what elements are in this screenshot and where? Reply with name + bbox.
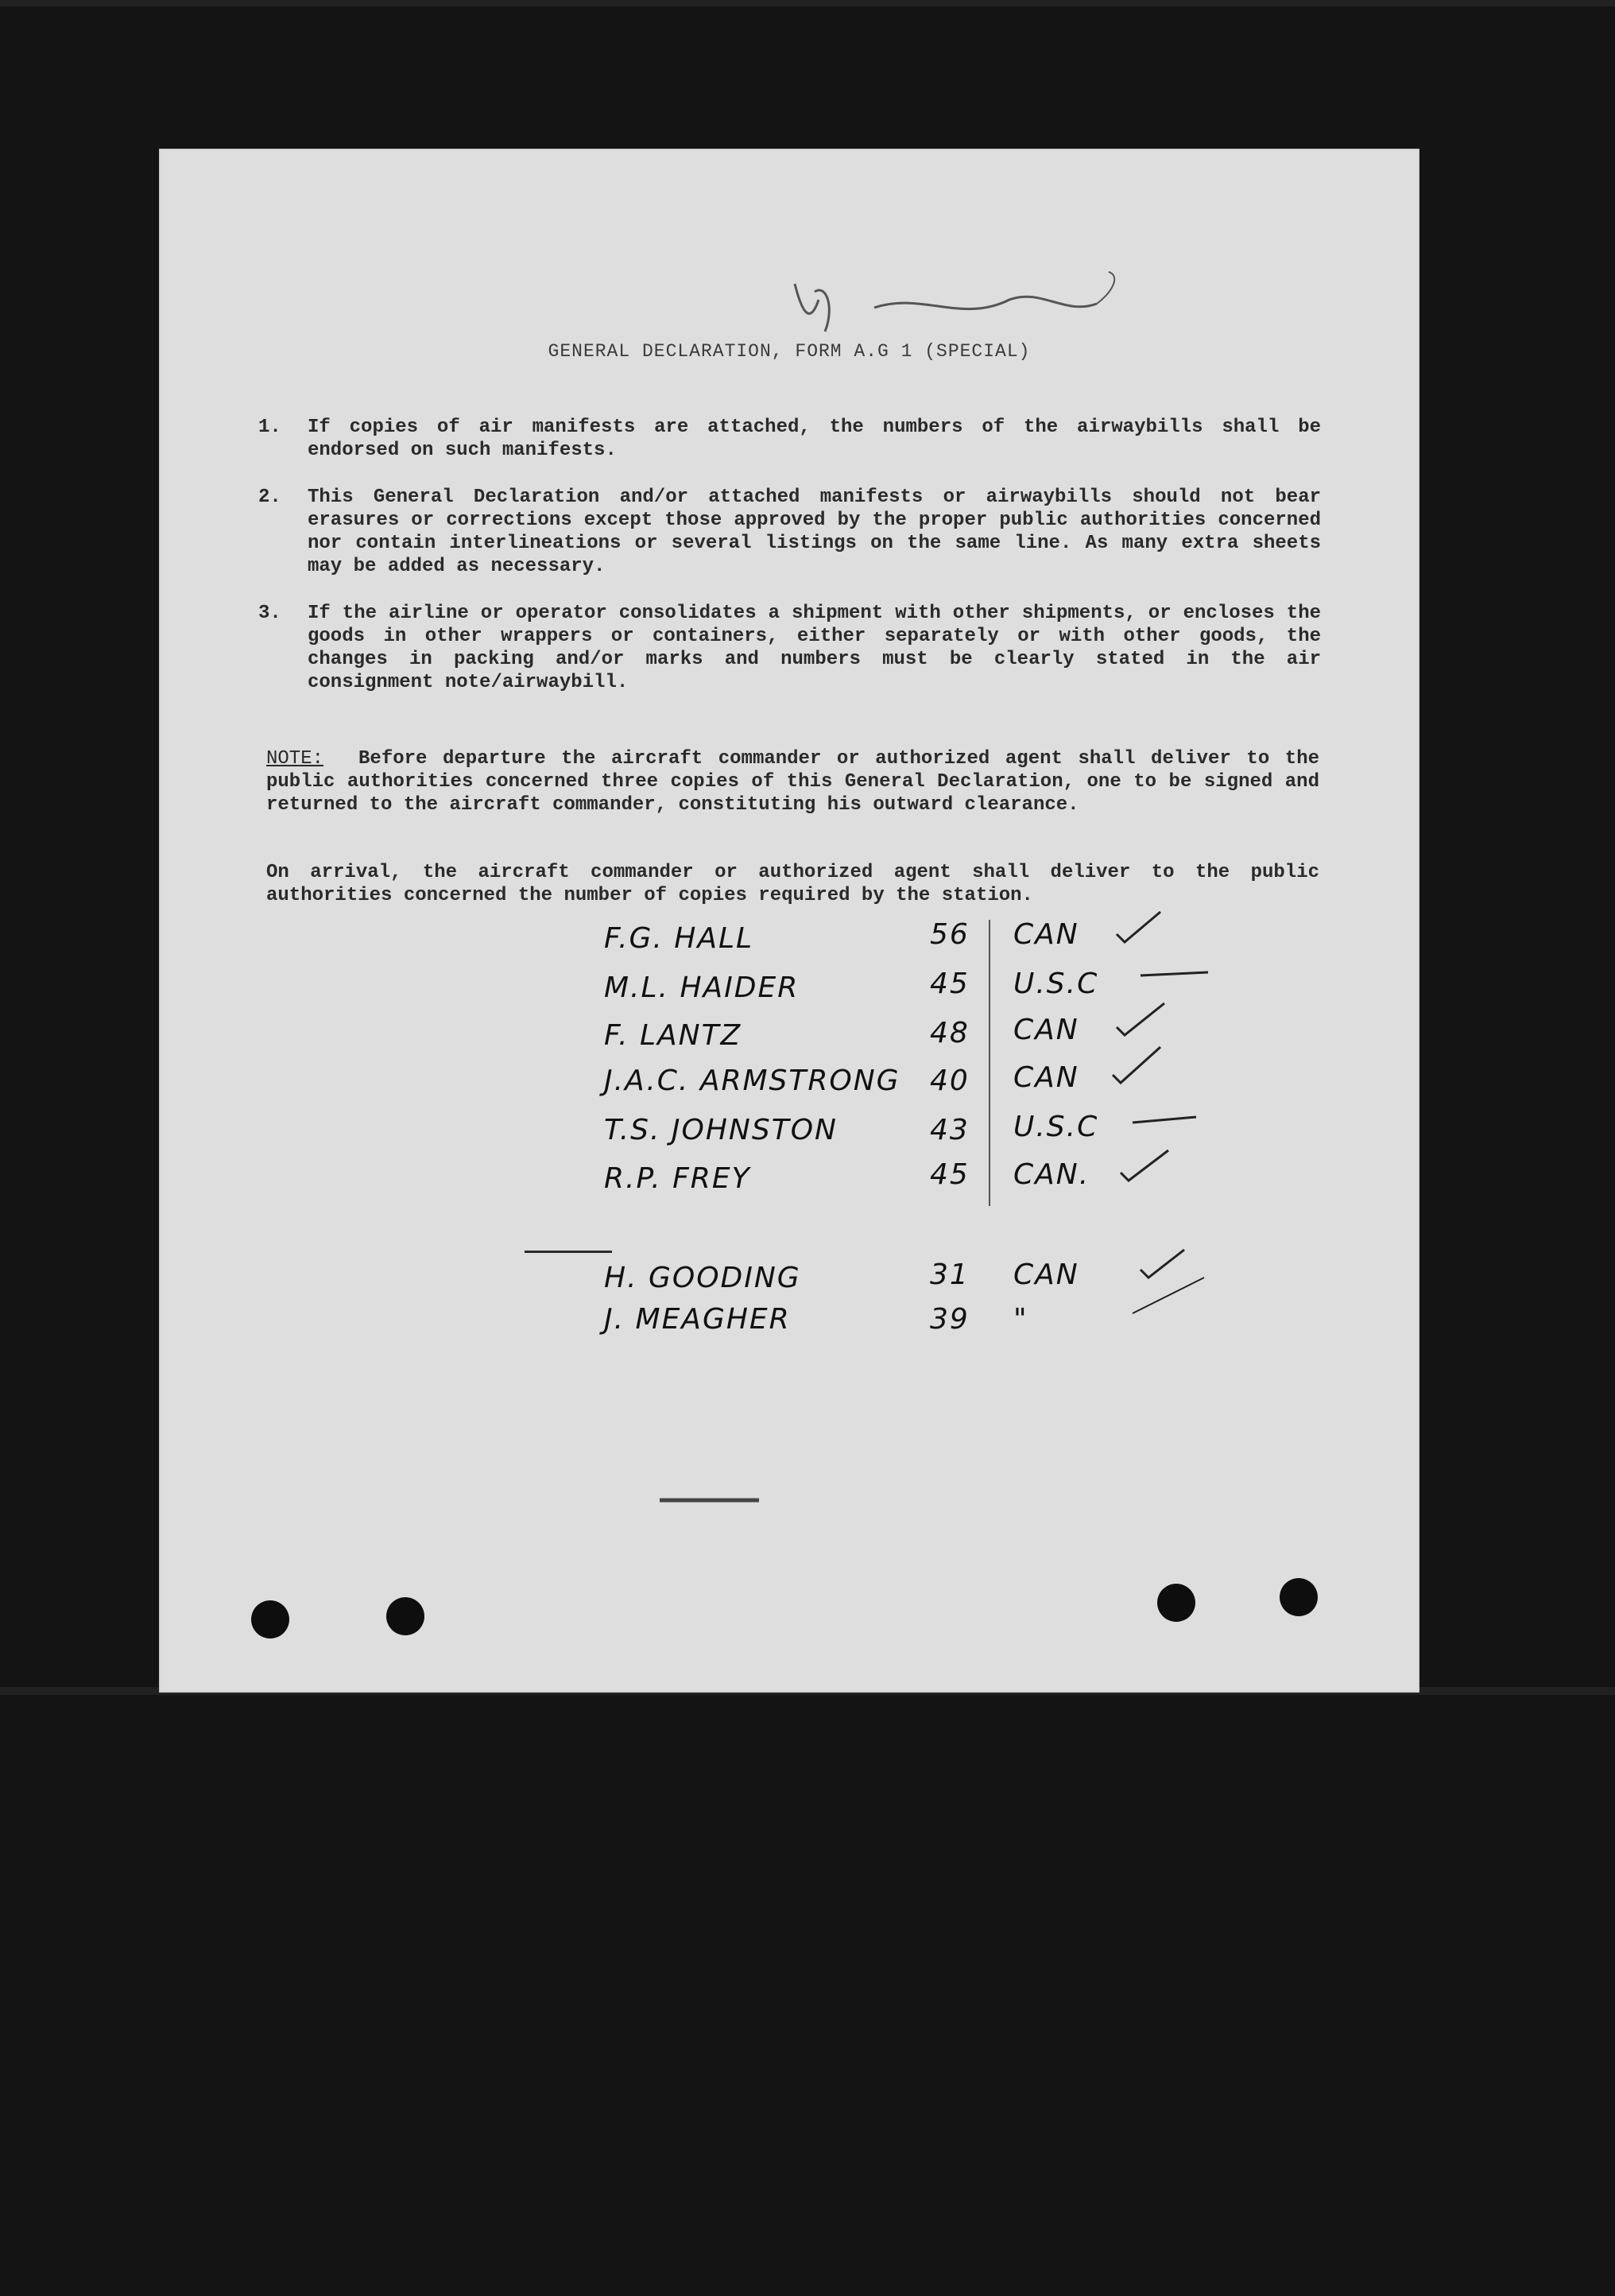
crew-nationality: CAN (1013, 1259, 1079, 1291)
tick-dash-icon (1141, 972, 1208, 975)
check-mark-icon (1121, 1150, 1168, 1181)
tick-dash-icon (1133, 1117, 1196, 1123)
handwriting-marks (159, 149, 1419, 1693)
instruction-text: If the airline or operator consolidates a shipment with other shipments, or encloses the goods in other wrappers or containers, either separately or with other goods, the changes in packing and/or marks and numbers must be clearly stated in the air consignment note/airwaybill. (308, 603, 1321, 693)
instruction-text: If copies of air manifests are attached, the numbers of the airwaybills shall be endorsed on such manifests. (308, 417, 1321, 461)
crew-age: 40 (930, 1065, 970, 1097)
tick-dash-icon (1133, 1278, 1204, 1313)
punch-hole (1280, 1578, 1318, 1616)
crew-age: 31 (930, 1259, 970, 1291)
crew-nationality: CAN. (1013, 1158, 1090, 1191)
instruction-text: This General Declaration and/or attached manifests or airwaybills should not bear erasures or corrections except those approved by the proper public authorities concerned nor contain interlineations or several listings on the same line. As many extra sheets may be added as necessary. (308, 487, 1321, 577)
crew-name: H. GOODING (604, 1262, 801, 1294)
crew-age: 56 (930, 918, 970, 951)
check-mark-icon (1117, 912, 1160, 942)
crew-name: J. MEAGHER (604, 1303, 791, 1336)
crew-name: F.G. HALL (604, 922, 754, 955)
instruction-number: 1. (258, 417, 281, 438)
crew-age: 43 (930, 1114, 970, 1146)
crew-nationality: " (1013, 1303, 1028, 1336)
document-page (159, 149, 1419, 1693)
crew-nationality: U.S.C (1013, 1111, 1099, 1143)
check-mark-icon (1141, 1250, 1184, 1278)
crew-nationality: U.S.C (1013, 968, 1099, 1000)
instruction-number: 2. (258, 487, 281, 508)
crew-age: 39 (930, 1303, 970, 1336)
crew-name: M.L. HAIDER (604, 972, 800, 1004)
crew-name: J.A.C. ARMSTRONG (604, 1065, 900, 1097)
scan-band-top (0, 0, 1615, 6)
crew-age: 45 (930, 1158, 970, 1191)
crew-age: 48 (930, 1017, 970, 1049)
instruction-number: 3. (258, 603, 281, 624)
crew-nationality: CAN (1013, 918, 1079, 951)
bleed-through-mark (397, 1293, 525, 1317)
form-title: GENERAL DECLARATION, FORM A.G 1 (SPECIAL) (548, 341, 1031, 362)
note-label: NOTE: (266, 748, 324, 770)
punch-hole (1157, 1584, 1195, 1622)
check-mark-icon (1117, 1003, 1164, 1035)
arrival-text: On arrival, the aircraft commander or authorized agent shall deliver to the public authorities concerned the number of copies required by the station. (266, 862, 1319, 906)
check-mark-icon (1113, 1047, 1160, 1083)
punch-hole (386, 1597, 424, 1635)
crew-nationality: CAN (1013, 1014, 1079, 1046)
punch-hole (251, 1600, 289, 1639)
note-text: Before departure the aircraft commander or authorized agent shall deliver to the public authorities concerned three copies of this General Declaration, one to be signed and returned to the aircraft commander, constituting his outward clearance. (266, 748, 1319, 816)
crew-name: T.S. JOHNSTON (604, 1114, 838, 1146)
crew-name: R.P. FREY (604, 1162, 751, 1195)
crew-nationality: CAN (1013, 1061, 1079, 1094)
crew-name: F. LANTZ (604, 1019, 742, 1052)
crew-age: 45 (930, 968, 970, 1000)
